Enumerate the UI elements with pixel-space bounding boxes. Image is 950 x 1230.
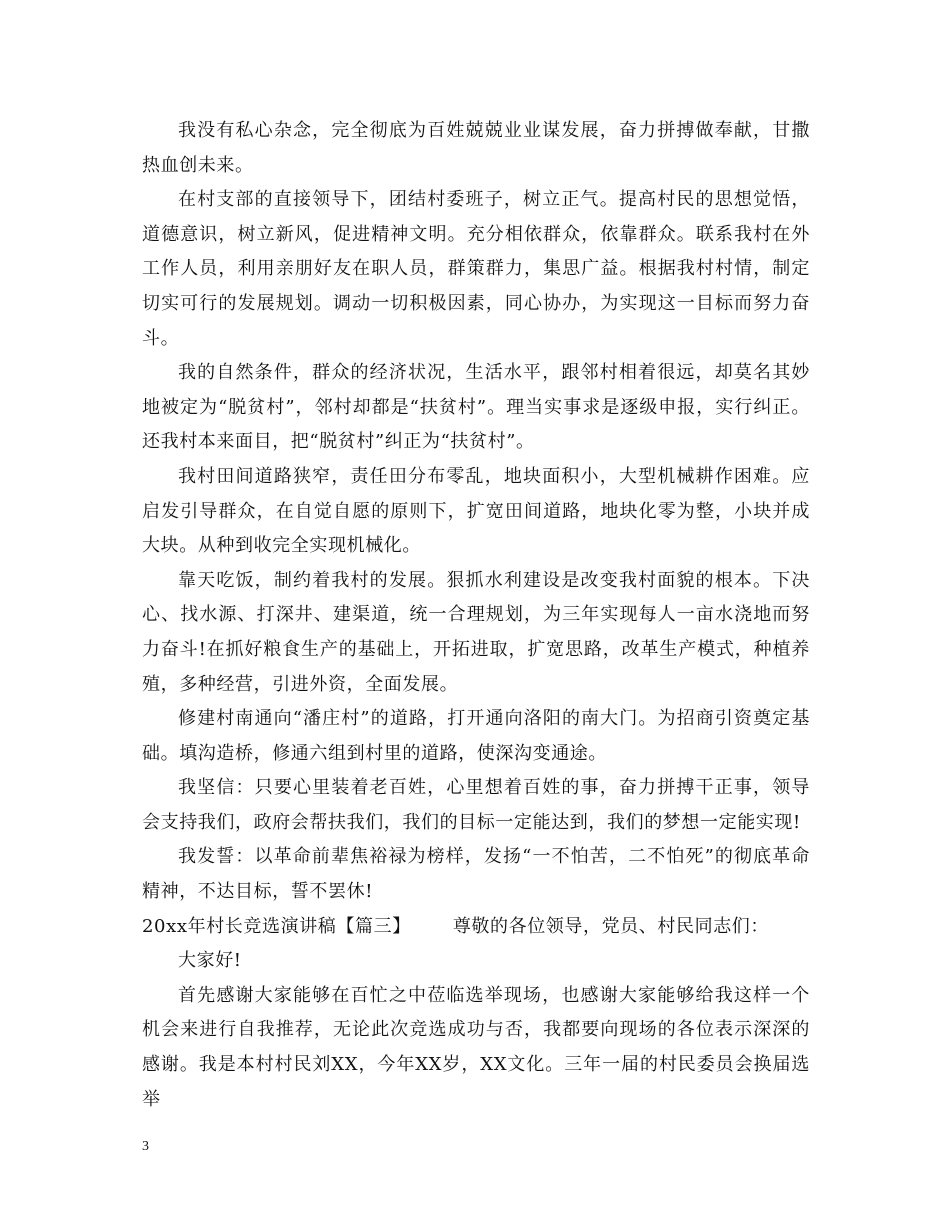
salutation: 尊敬的各位领导，党员、村民同志们： [452,915,770,937]
paragraph: 首先感谢大家能够在百忙之中莅临选举现场，也感谢大家能够给我这样一个机会来进行自我推荐，无论此次竞选成功与否，我都要向现场的各位表示深深的感谢。我是本村村民刘XX，今年XX岁，XX文化。三年一届的村民委员会换届选举 [142,984,810,1110]
paragraph: 靠天吃饭，制约着我村的发展。狠抓水利建设是改变我村面貌的根本。下决心、找水源、打深井、建渠道，统一合理规划，为三年实现每人一亩水浇地而努力奋斗!在抓好粮食生产的基础上，开拓进取，扩宽思路，改革生产模式，种植养殖，多种经营，引进外资，全面发展。 [142,569,810,695]
paragraph: 我坚信：只要心里装着老百姓，心里想着百姓的事，奋力拼搏干正事，领导会支持我们，政府会帮扶我们，我们的目标一定能达到，我们的梦想一定能实现! [142,777,810,833]
page-number: 3 [142,1139,149,1154]
section-title: 20xx年村长竞选演讲稿【篇三】 [142,915,411,937]
greeting: 大家好! [178,950,242,972]
document-body [142,114,810,1117]
paragraph: 在村支部的直接领导下，团结村委班子，树立正气。提高村民的思想觉悟，道德意识，树立新风，促进精神文明。充分相依群众，依靠群众。联系我村在外工作人员，利用亲朋好友在职人员，群策群力，集思广益。根据我村村情，制定切实可行的发展规划。调动一切积极因素，同心协办，为实现这一目标而努力奋斗。 [142,189,810,349]
paragraph: 修建村南通向“潘庄村”的道路，打开通向洛阳的南大门。为招商引资奠定基础。填沟造桥，修通六组到村里的道路，使深沟变通途。 [142,708,810,764]
paragraph: 我发誓：以革命前辈焦裕禄为榜样，发扬“一不怕苦，二不怕死”的彻底革命精神，不达目标，誓不罢休! [142,846,810,903]
paragraph: 我村田间道路狭窄，责任田分布零乱，地块面积小，大型机械耕作困难。应启发引导群众，在自觉自愿的原则下，扩宽田间道路，地块化零为整，小块并成大块。从种到收完全实现机械化。 [142,465,810,557]
paragraph: 我的自然条件，群众的经济状况，生活水平，跟邻村相着很远，却莫名其妙地被定为“脱贫村”，邻村却都是“扶贫村”。理当实事求是逐级申报，实行纠正。还我村本来面目，把“脱贫村”纠正为“扶贫村”。 [142,362,810,453]
paragraph: 我没有私心杂念，完全彻底为百姓兢兢业业谋发展，奋力拼搏做奉献，甘撒热血创未来。 [142,120,810,176]
section-heading-line [142,910,810,945]
